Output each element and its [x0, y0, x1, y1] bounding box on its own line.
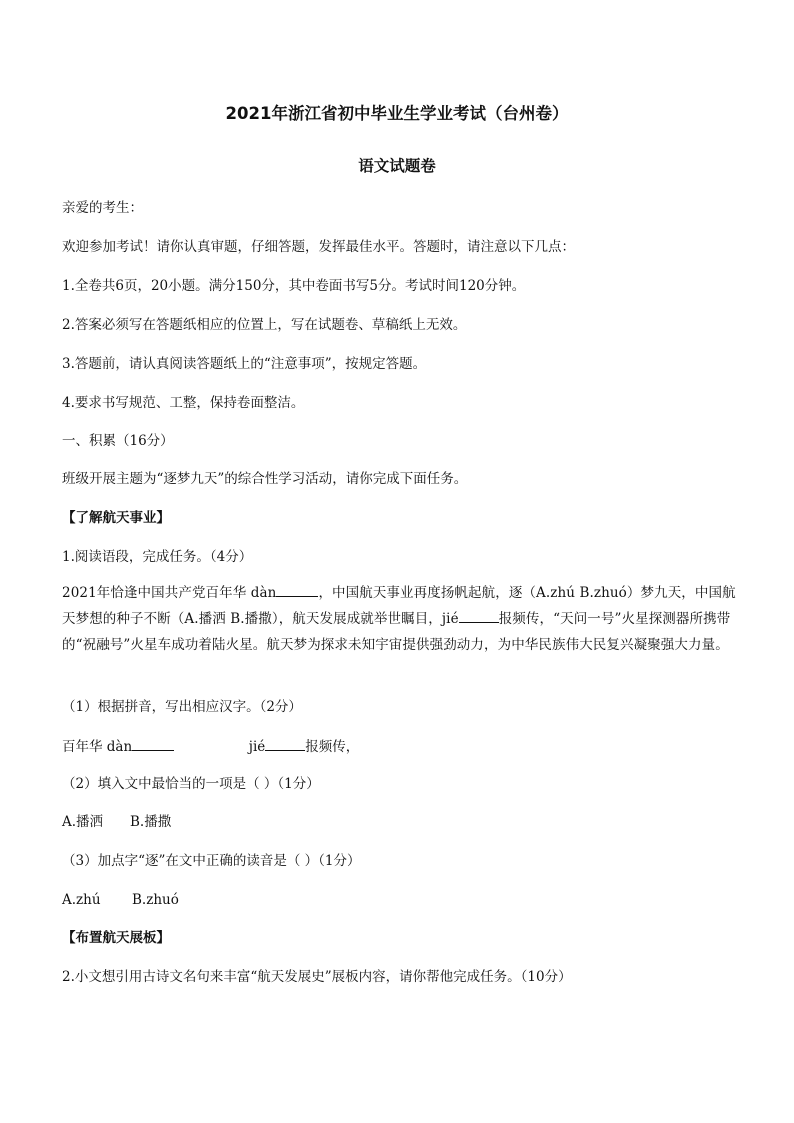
passage-part-1: 2021年恰逢中国共产党百年华 dàn — [62, 585, 277, 601]
option-b[interactable]: B.zhuó — [132, 892, 179, 908]
answer-blank-jie[interactable] — [459, 608, 499, 623]
sub-question-1: （1）根据拼音，写出相应汉字。（2分） — [62, 699, 302, 715]
greeting: 亲爱的考生： — [62, 200, 143, 216]
welcome-text: 欢迎参加考试！请你认真审题，仔细答题，发挥最佳水平。答题时，请注意以下几点： — [62, 239, 575, 255]
question-1: 1.阅读语段，完成任务。（4分） — [62, 549, 253, 565]
note-2: 2.答案必须写在答题纸相应的位置上，写在试题卷、草稿纸上无效。 — [62, 317, 467, 333]
task1-heading: 【了解航天事业】 — [62, 510, 170, 526]
fill-label-rest: 报频传， — [305, 739, 360, 755]
sub-question-2: （2）填入文中最恰当的一项是（ ）（1分） — [62, 776, 320, 792]
note-1: 1.全卷共6页，20小题。满分150分，其中卷面书写5分。考试时间120分钟。 — [62, 278, 526, 294]
section-intro: 班级开展主题为“逐梦九天”的综合性学习活动，请你完成下面任务。 — [62, 471, 468, 487]
answer-blank-dan[interactable] — [276, 582, 318, 597]
sub-question-3-options — [62, 890, 742, 910]
note-4: 4.要求书写规范、工整，保持卷面整洁。 — [62, 395, 305, 411]
section-heading: 一、积累（16分） — [62, 433, 174, 449]
reading-passage — [62, 580, 738, 658]
passage-part-2: ，中国航天事业再度扬帆起航，逐（A.zhú B.zhuó）梦九天，中国航天梦想的种子不断（A.播洒 B.播撒），航天发展成就举世瞩目，jié — [62, 585, 736, 627]
exam-title: 2021年浙江省初中毕业生学业考试（台州卷） — [225, 104, 569, 123]
fill-label-jie: jié — [248, 739, 266, 755]
fill-in-row — [62, 736, 742, 757]
fill-blank-jie[interactable] — [265, 736, 305, 751]
note-3: 3.答题前，请认真阅读答题纸上的“注意事项”，按规定答题。 — [62, 356, 427, 372]
fill-blank-dan[interactable] — [132, 736, 174, 751]
sub-question-2-options — [62, 812, 742, 832]
passage-part-3: 报频传，“天问一号”火星探测器所携带的“祝融号”火星车成功着陆火星。航天梦为探求未知宇宙提供强劲动力，为中华民族伟大民复兴凝聚强大力量。 — [62, 611, 731, 653]
option-a[interactable]: A.播洒 — [62, 814, 104, 830]
fill-label-dan: 百年华 dàn — [62, 739, 133, 755]
exam-subtitle: 语文试题卷 — [358, 157, 436, 175]
option-a[interactable]: A.zhú — [62, 892, 101, 908]
option-b[interactable]: B.播撒 — [130, 814, 172, 830]
task2-heading: 【布置航天展板】 — [62, 930, 170, 946]
sub-question-3: （3）加点字“逐”在文中正确的读音是（ ）（1分） — [62, 853, 361, 869]
question-2: 2.小文想引用古诗文名句来丰富“航天发展史”展板内容，请你帮他完成任务。（10分） — [62, 969, 572, 985]
